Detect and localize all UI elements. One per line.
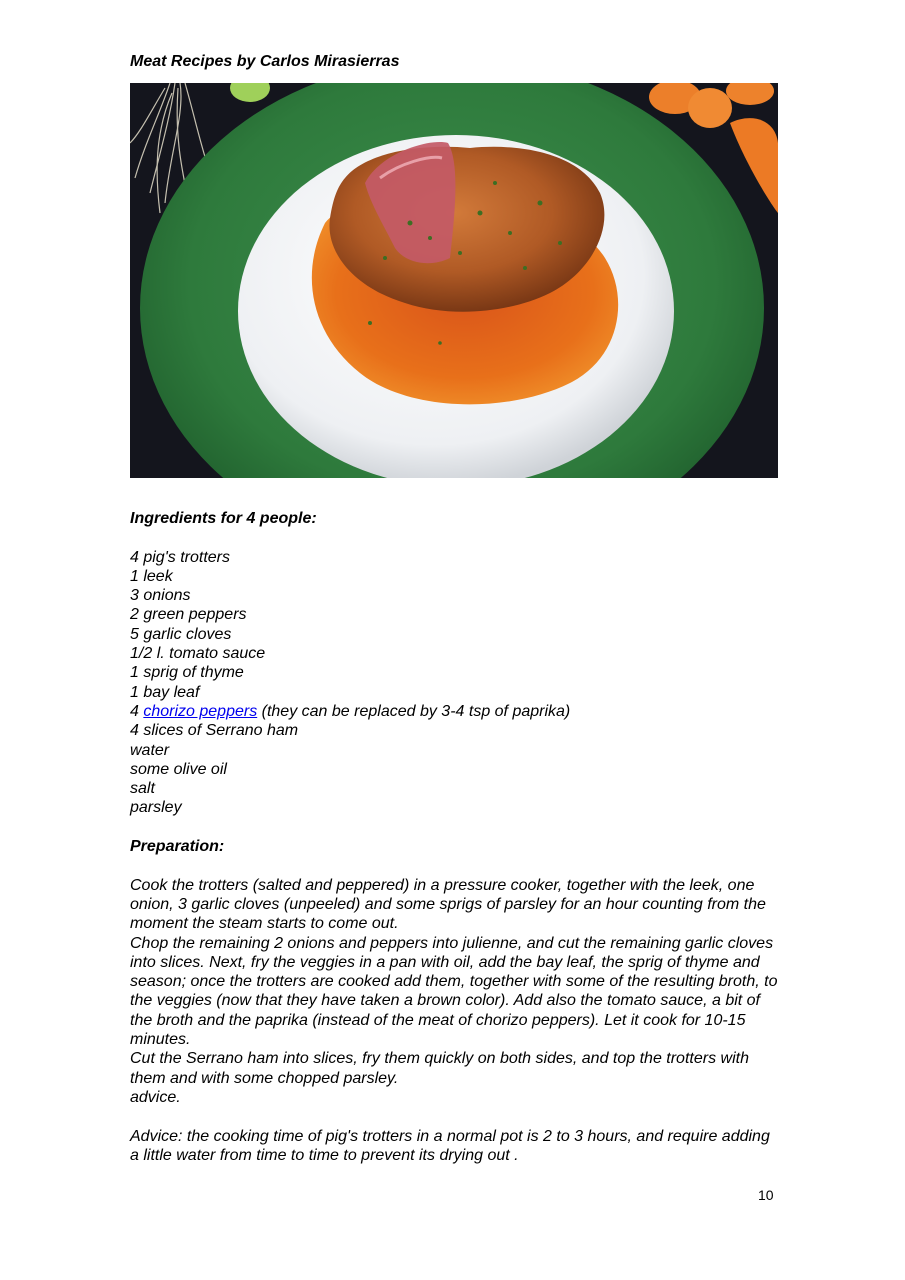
ingredient-item: parsley — [130, 799, 182, 817]
ingredients-heading: Ingredients for 4 people: — [130, 510, 317, 527]
ingredient-item: some olive oil — [130, 760, 227, 778]
ingredient-item: 5 garlic cloves — [130, 625, 232, 643]
ingredient-item: 1/2 l. tomato sauce — [130, 645, 266, 663]
ingredient-item: 2 green peppers — [130, 606, 247, 624]
preparation-step: advice. — [130, 1088, 181, 1106]
page-number: 10 — [758, 1187, 774, 1203]
ingredient-item: 1 sprig of thyme — [130, 664, 244, 682]
document-header: Meat Recipes by Carlos Mirasierras — [130, 53, 400, 70]
ingredient-item: 1 leek — [130, 567, 173, 585]
chorizo-peppers-link[interactable]: chorizo peppers — [143, 702, 258, 720]
ingredient-item: 4 pig's trotters — [130, 548, 230, 566]
ingredient-item-chorizo — [130, 702, 780, 721]
ingredient-item: salt — [130, 780, 155, 798]
advice-paragraph: Advice: the cooking time of pig's trotters in a normal pot is 2 to 3 hours, and require adding a little water from time to time to prevent its drying out . — [130, 1127, 770, 1164]
preparation-step: Cut the Serrano ham into slices, fry them quickly on both sides, and top the trotters with them and with some chopped parsley. — [130, 1050, 749, 1087]
preparation-heading: Preparation: — [130, 838, 225, 856]
chorizo-suffix: (they can be replaced by 3-4 tsp of paprika) — [257, 702, 571, 720]
ingredient-item: 3 onions — [130, 587, 191, 605]
ingredient-item: 1 bay leaf — [130, 683, 200, 701]
chorizo-prefix: 4 — [130, 702, 144, 720]
plate-illustration — [130, 83, 778, 478]
recipe-photo — [130, 83, 778, 478]
recipe-content — [130, 509, 780, 1165]
preparation-step: Cook the trotters (salted and peppered) in a pressure cooker, together with the leek, one onion, 3 garlic cloves (unpeeled) and some sprigs of parsley for an hour counting from the moment the steam starts to come out. — [130, 876, 766, 933]
ingredient-item: water — [130, 741, 170, 759]
ingredient-item: 4 slices of Serrano ham — [130, 722, 299, 740]
preparation-step: Chop the remaining 2 onions and peppers into julienne, and cut the remaining garlic cloves into slices. Next, fry the veggies in a pan with oil, add the bay leaf, the sprig of thyme and season; once the trotters are cooked add them, together with some of the resulting broth, to the veggies (now that they have taken a brown color). Add also the tomato sauce, a bit of the broth and the paprika (instead of the meat of chorizo peppers). Let it cook for 10-15 minutes. — [130, 934, 778, 1049]
